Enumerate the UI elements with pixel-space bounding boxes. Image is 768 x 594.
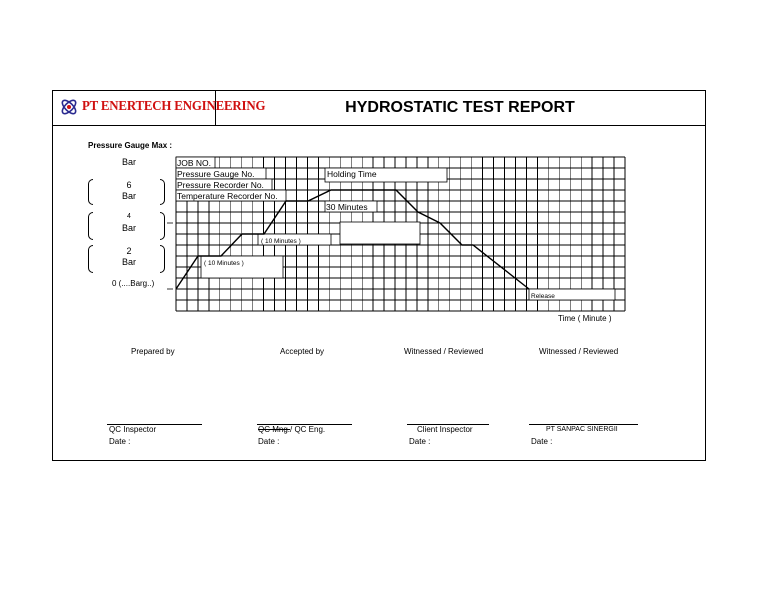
level-2-value: 2 [126, 246, 132, 256]
holding-time-label: Holding Time [327, 169, 377, 179]
role-qc-eng-title: / QC Eng. [290, 425, 326, 434]
date-label-2: Date : [258, 437, 280, 446]
date-label-4: Date : [531, 437, 553, 446]
company-name: PT ENERTECH ENGINEERING [82, 99, 266, 114]
temperature-recorder-no-label: Temperature Recorder No. [177, 191, 278, 201]
level-4-unit: Bar [121, 223, 136, 233]
release-label: Release [531, 293, 555, 300]
level-2-unit: Bar [121, 257, 136, 267]
role-qc-inspector: QC Inspector [109, 425, 157, 434]
blank-box-mid [340, 222, 420, 244]
heading-accepted-by: Accepted by [280, 347, 325, 356]
heading-prepared-by: Prepared by [131, 347, 175, 356]
step2-duration-label: ( 10 Minutes ) [261, 238, 301, 245]
heading-witnessed-client: Witnessed / Reviewed [404, 347, 484, 356]
role-sanpac: PT SANPAC SINERGII [546, 426, 618, 433]
date-label-3: Date : [409, 437, 431, 446]
level-6-value: 6 [126, 180, 132, 190]
x-axis-label: Time ( Minute ) [558, 314, 612, 323]
role-client-inspector: Client Inspector [417, 425, 473, 434]
signature-line-sanpac [529, 424, 638, 425]
report-title: HYDROSTATIC TEST REPORT [345, 99, 575, 116]
role-qc-mng-struck: QC Mng. [258, 425, 291, 434]
level-zero-label: 0 (....Barg..) [112, 279, 155, 288]
role-qc-eng [258, 425, 325, 434]
step1-duration-label: ( 10 Minutes ) [204, 260, 244, 267]
level-6-unit: Bar [121, 191, 136, 201]
level-4-value: 4 [127, 213, 131, 220]
job-no-label: JOB NO. [177, 158, 212, 168]
pressure-recorder-no-label: Pressure Recorder No. [177, 180, 264, 190]
pressure-gauge-no-label: Pressure Gauge No. [177, 169, 255, 179]
gauge-max-label: Pressure Gauge Max : [88, 141, 173, 150]
heading-witnessed-sanpac: Witnessed / Reviewed [539, 347, 619, 356]
date-label-1: Date : [109, 437, 131, 446]
y-label-bar: Bar [121, 157, 136, 167]
hold-duration-label: 30 Minutes [326, 202, 368, 212]
